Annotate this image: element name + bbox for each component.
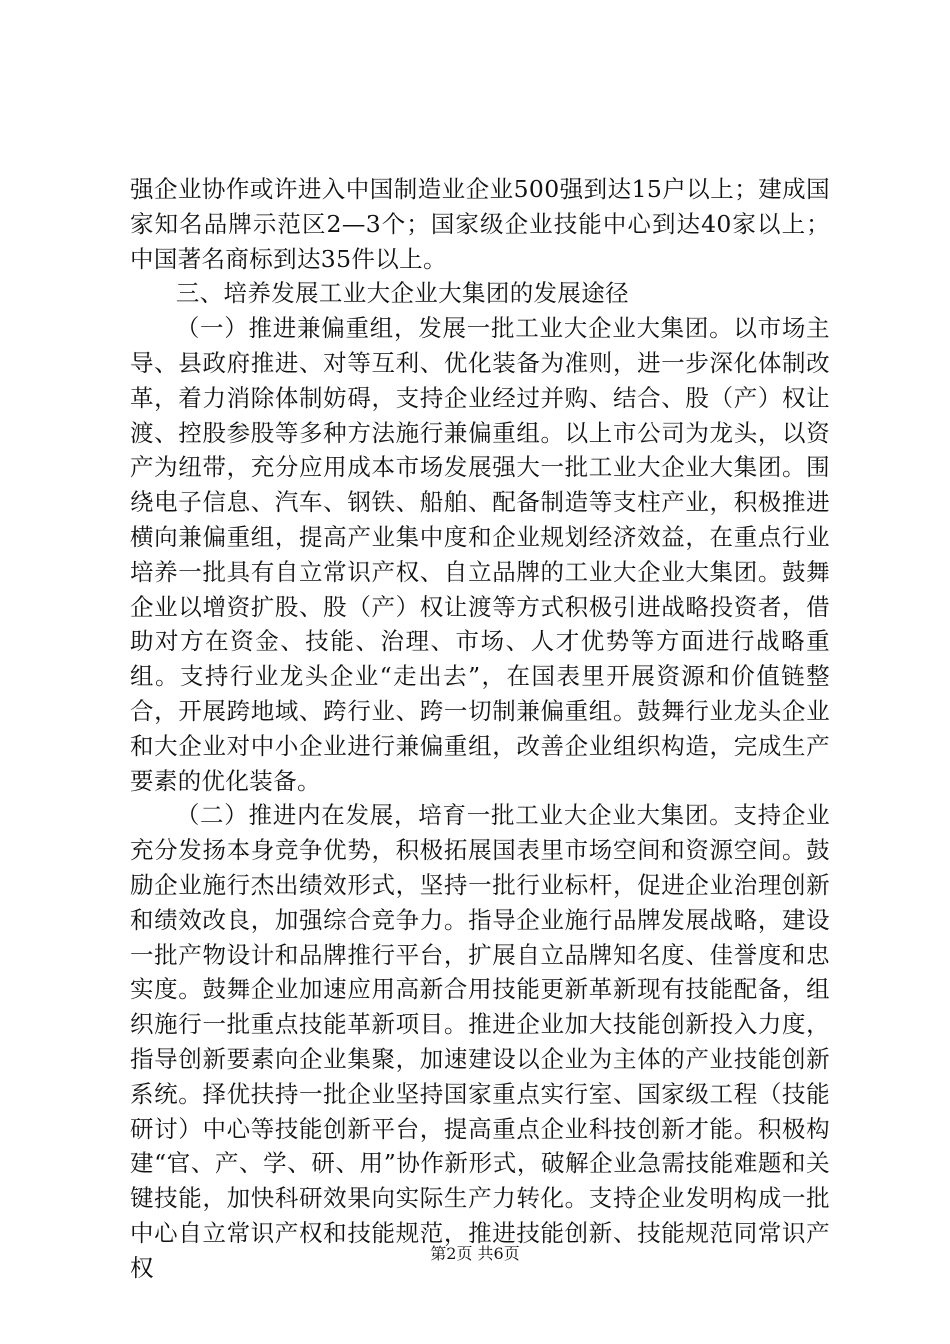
paragraph-continuation: 强企业协作或许进入中国制造业企业500强到达15户以上；建成国家知名品牌示范区2—3个；国家级企业技能中心到达40家以上；中国著名商标到达35件以上。	[130, 175, 830, 273]
paragraph-mergers: （一）推进兼偏重组，发展一批工业大企业大集团。以市场主导、县政府推进、对等互利、优化装备为准则，进一步深化体制改革，着力消除体制妨碍，支持企业经过并购、结合、股（产）权让渡、控股参股等多种方法施行兼偏重组。以上市公司为龙头，以资产为纽带，充分应用成本市场发展强大一批工业大企业大集团。围绕电子信息、汽车、钢铁、船舶、配备制造等支柱产业，积极推进横向兼偏重组，提高产业集中度和企业规划经济效益，在重点行业培养一批具有自立常识产权、自立品牌的工业大企业大集团。鼓舞企业以增资扩股、股（产）权让渡等方式积极引进战略投资者，借助对方在资金、技能、治理、市场、人才优势等方面进行战略重组。支持行业龙头企业“走出去”，在国表里开展资源和价值链整合，开展跨地域、跨行业、跨一切制兼偏重组。鼓舞行业龙头企业和大企业对中小企业进行兼偏重组，改善企业组织构造，完成生产要素的优化装备。	[130, 314, 830, 795]
document-body	[130, 172, 830, 1286]
section-heading: 三、培养发展工业大企业大集团的发展途径	[175, 279, 629, 308]
paragraph-internal-growth: （二）推进内在发展，培育一批工业大企业大集团。支持企业充分发扬本身竞争优势，积极拓展国表里市场空间和资源空间。鼓励企业施行杰出绩效形式，坚持一批行业标杆，促进企业治理创新和绩效改良，加强综合竞争力。指导企业施行品牌发展战略，建设一批产物设计和品牌推行平台，扩展自立品牌知名度、佳誉度和忠实度。鼓舞企业加速应用高新合用技能更新革新现有技能配备，组织施行一批重点技能革新项目。推进企业加大技能创新投入力度，指导创新要素向企业集聚，加速建设以企业为主体的产业技能创新系统。择优扶持一批企业坚持国家重点实行室、国家级工程（技能研讨）中心等技能创新平台，提高重点企业科技创新才能。积极构建“官、产、学、研、用”协作新形式，破解企业急需技能难题和关键技能，加快科研效果向实际生产力转化。支持企业发明构成一批中心自立常识产权和技能规范，推进技能创新、技能规范同常识产权	[130, 801, 830, 1282]
page-number: 第2页 共6页	[430, 1244, 520, 1263]
page-footer	[0, 1244, 950, 1264]
